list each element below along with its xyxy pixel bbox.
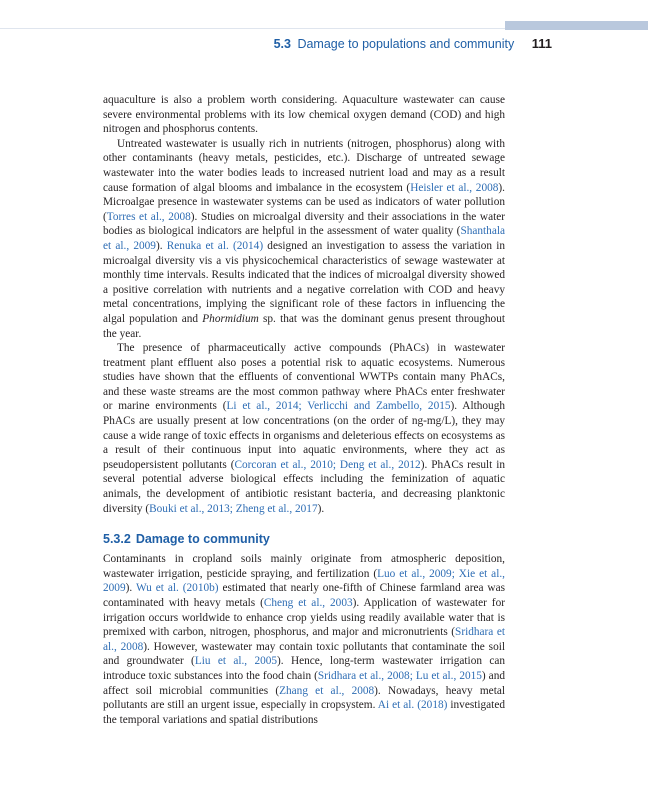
page-number: 111	[531, 36, 552, 51]
text-run: ). Microalgae presence in wastewater systems can be used as indicators of water pollution (	[103, 181, 505, 223]
text-run: ). Studies on microalgal diversity and their associations in the water bodies as biological indicators are helpful in the assessment of water quality (	[103, 210, 505, 238]
genus-name: Phormidium	[202, 312, 259, 325]
subsection-title: Damage to community	[135, 532, 270, 547]
text-run: designed an investigation to assess the variation in microalgal diversity vis a vis physicochemical characteristics of sewage wastewater at monthly time intervals. Results indicated that the indices of microalgal diversity showed a positive correlation with nutrients and a negative correlation with COD and heavy metal concentrations, implying the significant role of these factors in influencing the algal population and	[103, 239, 506, 325]
text-run: ).	[317, 502, 325, 515]
section-number: 5.3	[273, 37, 291, 51]
paragraph-untreated-wastewater	[103, 137, 505, 341]
citation-link[interactable]: Li et al., 2014; Verlicchi and Zambello, 2015	[226, 400, 451, 413]
paragraph-phacs	[103, 341, 505, 516]
citation-link[interactable]: Renuka et al. (2014)	[166, 239, 264, 252]
citation-link[interactable]: Heisler et al., 2008	[410, 181, 499, 194]
subsection-heading	[103, 531, 505, 547]
text-run: ).	[155, 239, 167, 252]
citation-link[interactable]: Zhang et al., 2008	[279, 684, 375, 697]
citation-link[interactable]: Ai et al. (2018)	[377, 699, 448, 712]
text-run: ).	[125, 582, 136, 595]
paragraph-aquaculture: aquaculture is also a problem worth considering. Aquaculture wastewater can cause severe environmental problems with its low chemical oxygen demand (COD) and high nitrogen and phosphorus contents.	[103, 94, 505, 136]
page-body	[103, 93, 505, 727]
citation-link[interactable]: Bouki et al., 2013; Zheng et al., 2017	[149, 502, 318, 515]
paragraph-cropland	[103, 552, 505, 727]
citation-link[interactable]: Shanthala et al., 2009	[103, 225, 505, 252]
text-run: sp. that was the dominant genus present throughout the year.	[103, 312, 505, 340]
subsection-number: 5.3.2	[103, 532, 131, 547]
running-head	[274, 36, 552, 52]
text-run: ). Nowadays, heavy metal pollutants are still an urgent issue, especially in cropsystem.	[103, 684, 505, 712]
header-color-bar	[505, 21, 648, 30]
text-run: The presence of pharmaceutically active compounds (PhACs) in wastewater treatment plant effluent also poses a potential risk to aquatic ecosystems. Numerous studies have shown that the effluents of conventional WWTPs contain many PhACs, and these waste streams are the most common pathway where PhACs enter freshwater or marine environments (	[103, 342, 505, 413]
text-run: ). Application of wastewater for irrigation occurs worldwide to enhance crop yields using readily available water that is premixed with carbon, nitrogen, phosphorus, and major and micronutrients (	[103, 597, 505, 639]
citation-link[interactable]: Sridhara et al., 2008	[103, 626, 505, 653]
text-run: ) and affect soil microbial communities (	[103, 669, 505, 697]
text-run: estimated that nearly one-fifth of Chinese farmland area was contaminated with heavy metals (	[103, 582, 505, 609]
text-run: investigated the temporal variations and spatial distributions	[103, 699, 505, 726]
text-run: ). PhACs result in several potential adverse biological effects including the feminization of aquatic animals, the development of antibiotic resistant bacteria, and decreasing planktonic diversity (	[103, 458, 505, 515]
citation-link[interactable]: Liu et al., 2005	[194, 655, 278, 668]
section-title: Damage to populations and community	[297, 37, 515, 51]
text-run: ). However, wastewater may contain toxic pollutants that contaminate the soil and groundwater (	[103, 640, 505, 668]
text-run: Contaminants in cropland soils mainly originate from atmospheric deposition, wastewater irrigation, pesticide spraying, and fertilization (	[103, 553, 505, 580]
text-run: ). Hence, long-term wastewater irrigation can introduce toxic substances into the food chain (	[103, 655, 505, 682]
citation-link[interactable]: Torres et al., 2008	[106, 210, 191, 223]
text-run: Untreated wastewater is usually rich in nutrients (nitrogen, phosphorus) along with other contaminants (heavy metals, pesticides, etc.). Discharge of untreated sewage wastewater into the water bodies leads to increased nutrient load and may as a result cause formation of algal blooms and imbalance in the ecosystem (	[103, 137, 505, 194]
citation-link[interactable]: Sridhara et al., 2008; Lu et al., 2015	[317, 669, 482, 682]
citation-link[interactable]: Wu et al. (2010b)	[135, 582, 219, 595]
citation-link[interactable]: Luo et al., 2009; Xie et al., 2009	[103, 567, 505, 595]
citation-link[interactable]: Cheng et al., 2003	[263, 597, 353, 609]
text-run: ). Although PhACs are usually present at low concentrations (on the order of ng-mg/L), they may cause a wide range of toxic effects in organisms and deleterious effects on ecosystems as a result of their continuous input into aquatic environments, where they act as pseudopersistent pollutants (	[103, 400, 505, 471]
citation-link[interactable]: Corcoran et al., 2010; Deng et al., 2012	[234, 458, 421, 471]
